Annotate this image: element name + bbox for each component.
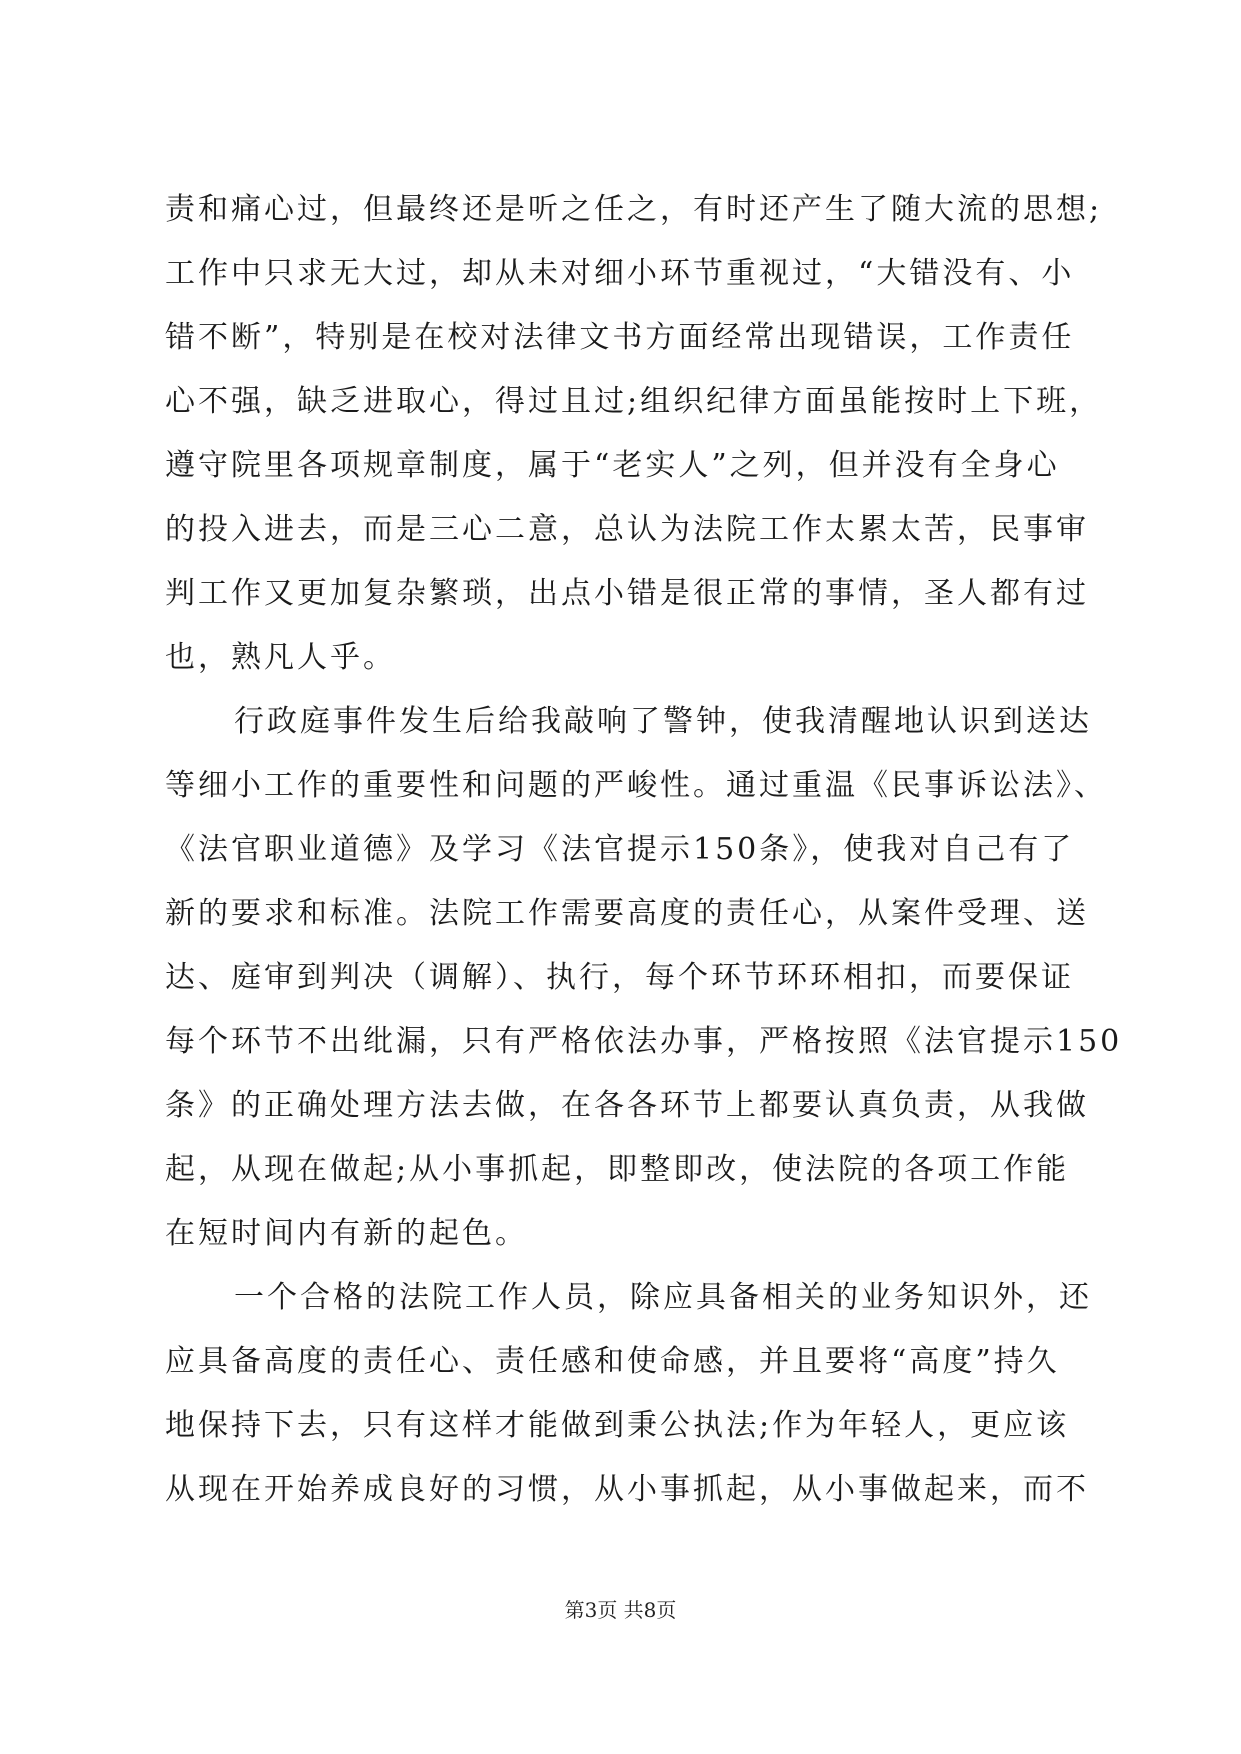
text-line: 达、庭审到判决（调解）、执行，每个环节环环相扣，而要保证 — [165, 960, 1074, 995]
page-number: 第3页 共8页 — [564, 1598, 677, 1622]
text-line: 每个环节不出纰漏，只有严格依法办事，严格按照《法官提示150 — [165, 1024, 1123, 1059]
text-line: 起，从现在做起;从小事抓起，即整即改，使法院的各项工作能 — [165, 1152, 1070, 1187]
text-line: 条》的正确处理方法去做，在各各环节上都要认真负责，从我做 — [165, 1088, 1089, 1123]
text-line: 心不强，缺乏进取心，得过且过;组织纪律方面虽能按时上下班， — [165, 384, 1103, 419]
text-line: 在短时间内有新的起色。 — [165, 1216, 528, 1251]
text-line: 遵守院里各项规章制度，属于“老实人”之列，但并没有全身心 — [165, 448, 1060, 483]
text-line: 的投入进去，而是三心二意，总认为法院工作太累太苦，民事审 — [165, 512, 1089, 547]
text-line: 责和痛心过，但最终还是听之任之，有时还产生了随大流的思想; — [165, 192, 1103, 227]
text-line: 应具备高度的责任心、责任感和使命感，并且要将“高度”持久 — [165, 1344, 1060, 1379]
text-line: 工作中只求无大过，却从未对细小环节重视过，“大错没有、小 — [165, 256, 1075, 291]
text-line: 也，熟凡人乎。 — [165, 640, 396, 675]
text-line: 新的要求和标准。法院工作需要高度的责任心，从案件受理、送 — [165, 896, 1089, 931]
paragraph-start-line: 一个合格的法院工作人员，除应具备相关的业务知识外，还 — [234, 1280, 1092, 1315]
text-line: 错不断”，特别是在校对法律文书方面经常出现错误，工作责任 — [165, 320, 1075, 355]
text-line: 地保持下去，只有这样才能做到秉公执法;作为年轻人，更应该 — [165, 1408, 1070, 1443]
text-line: 从现在开始养成良好的习惯，从小事抓起，从小事做起来，而不 — [165, 1472, 1089, 1507]
document-body — [165, 178, 1123, 1522]
paragraph-start-line: 行政庭事件发生后给我敲响了警钟，使我清醒地认识到送达 — [234, 704, 1092, 739]
text-line: 《法官职业道德》及学习《法官提示150条》，使我对自己有了 — [165, 832, 1075, 867]
page-footer — [0, 1595, 1241, 1625]
text-line: 等细小工作的重要性和问题的严峻性。通过重温《民事诉讼法》、 — [165, 768, 1107, 803]
text-line: 判工作又更加复杂繁琐，出点小错是很正常的事情，圣人都有过 — [165, 576, 1089, 611]
